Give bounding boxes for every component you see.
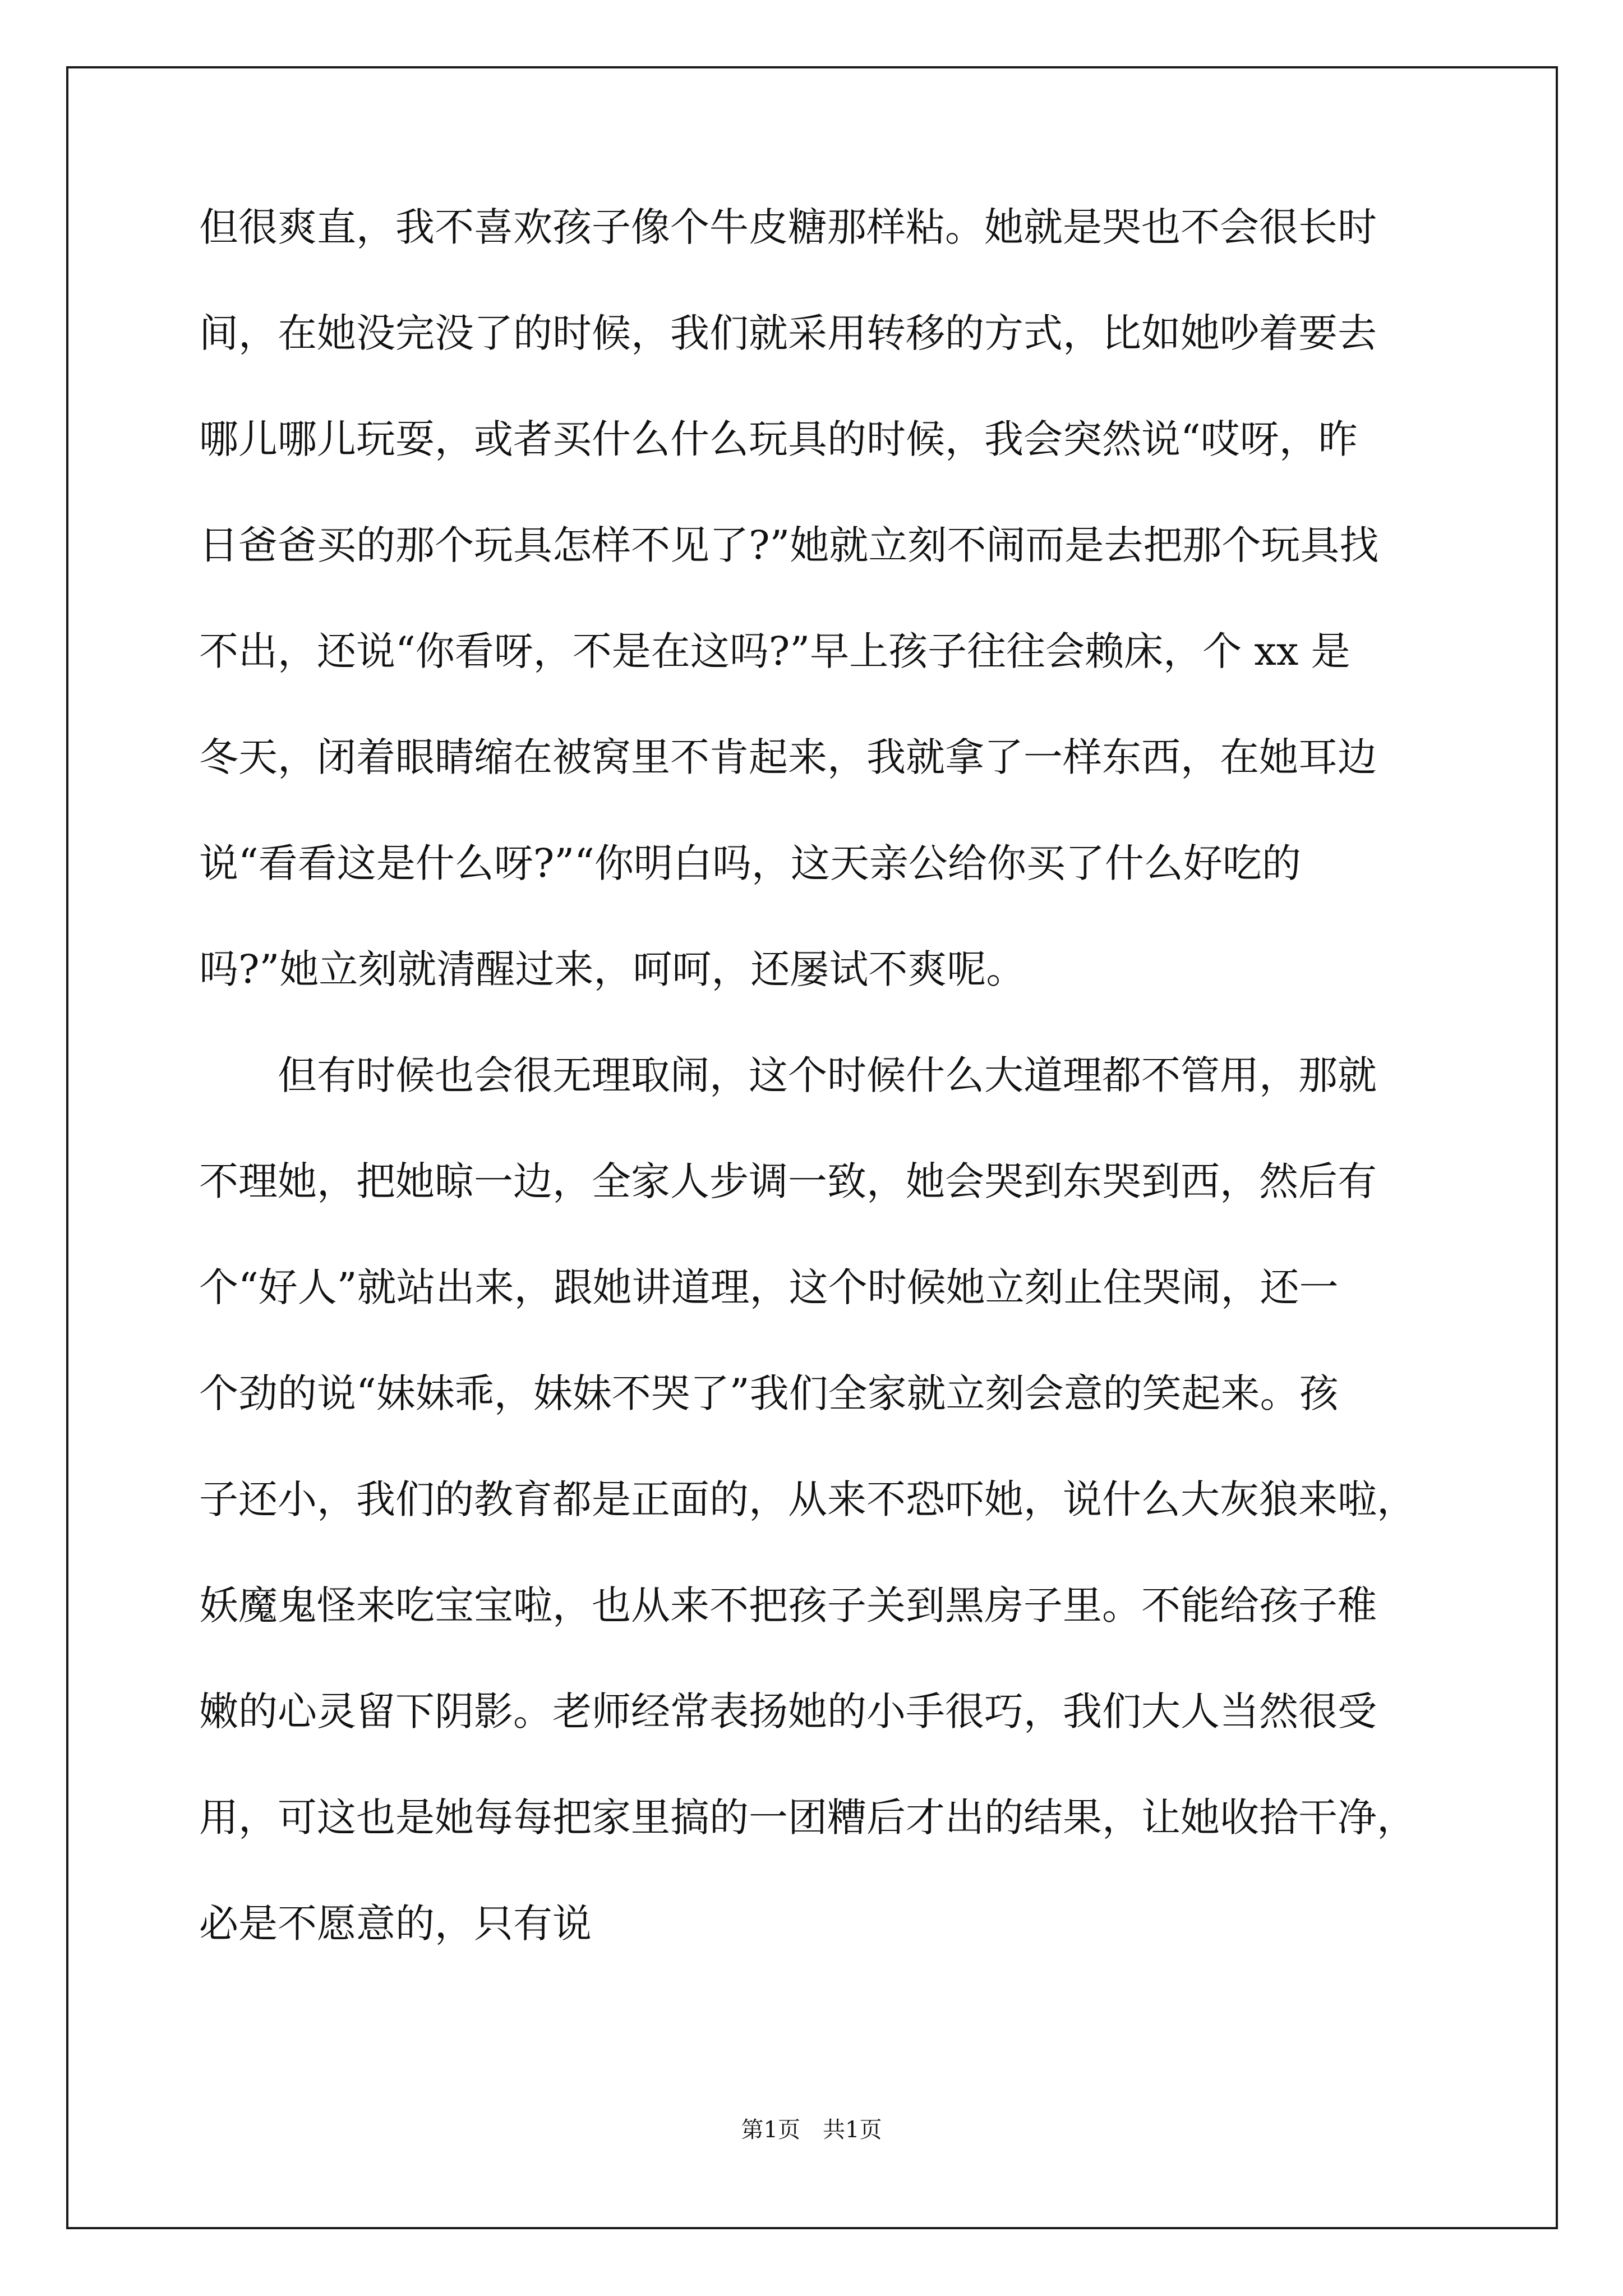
- page-footer: 第1页 共1页: [741, 2117, 882, 2143]
- paragraph-1-line-3: 哪儿哪儿玩耍，或者买什么什么玩具的时候，我会突然说“哎呀，昨: [199, 416, 1358, 462]
- paragraph-2-line-6: 妖魔鬼怪来吃宝宝啦，也从来不把孩子关到黑房子里。不能给孩子稚: [199, 1582, 1377, 1628]
- paragraph-2-line-8: 用，可这也是她每每把家里搞的一团糟后才出的结果，让她收拾干净，: [199, 1795, 1416, 1841]
- paragraph-2-line-2: 不理她，把她晾一边，全家人步调一致，她会哭到东哭到西，然后有: [199, 1158, 1377, 1204]
- paragraph-1-line-1: 但很爽直，我不喜欢孩子像个牛皮糖那样粘。她就是哭也不会很长时: [199, 204, 1377, 250]
- paragraph-2-line-5: 子还小，我们的教育都是正面的，从来不恐吓她，说什么大灰狼来啦，: [199, 1476, 1416, 1522]
- paragraph-1-line-8: 吗?”她立刻就清醒过来，呵呵，还屡试不爽呢。: [199, 946, 1026, 992]
- paragraph-2-line-1: 但有时候也会很无理取闹，这个时候什么大道理都不管用，那就: [278, 1052, 1377, 1098]
- paragraph-1-line-5: 不出，还说“你看呀，不是在这吗?”早上孩子往往会赖床，个 xx 是: [199, 628, 1350, 674]
- paragraph-2-line-7: 嫩的心灵留下阴影。老师经常表扬她的小手很巧，我们大人当然很受: [199, 1688, 1377, 1734]
- paragraph-1-line-6: 冬天，闭着眼睛缩在被窝里不肯起来，我就拿了一样东西，在她耳边: [199, 734, 1377, 780]
- paragraph-1-line-7: 说“看看这是什么呀?”“你明白吗，这天亲公给你买了什么好吃的: [199, 840, 1301, 886]
- paragraph-1-line-2: 间，在她没完没了的时候，我们就采用转移的方式，比如她吵着要去: [199, 310, 1377, 356]
- paragraph-2-line-4: 个劲的说“妹妹乖，妹妹不哭了”我们全家就立刻会意的笑起来。孩: [199, 1370, 1339, 1416]
- paragraph-2-line-9: 必是不愿意的，只有说: [199, 1901, 592, 1947]
- paragraph-2-line-3: 个“好人”就站出来，跟她讲道理，这个时候她立刻止住哭闹，还一: [199, 1264, 1339, 1310]
- paragraph-1-line-4: 日爸爸买的那个玩具怎样不见了?”她就立刻不闹而是去把那个玩具找: [199, 522, 1379, 568]
